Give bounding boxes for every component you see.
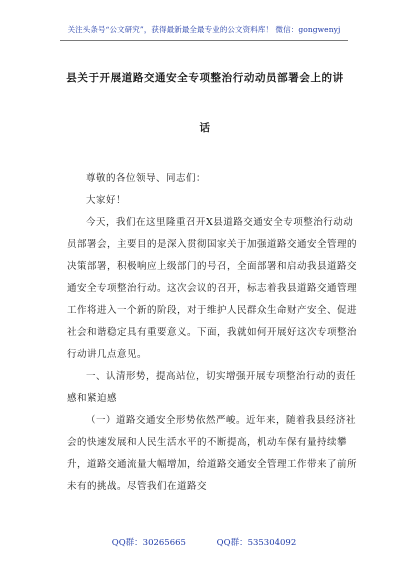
salutation: 尊敬的各位领导、同志们： — [86, 173, 207, 184]
greeting: 大家好！ — [86, 195, 127, 206]
section-heading-1: 一、认清形势，提高站位，切实增强开展专项整治行动的责任感和紧迫感 — [67, 371, 357, 404]
header-promo-note: 关注头条号“公文研究”，获得最新最全最专业的公文资料库！ 微信：gongwenyj — [67, 25, 341, 34]
footer-qq-group-1: QQ群：30265665 — [111, 538, 186, 548]
footer-qq-group-2: QQ群：535304092 — [216, 538, 297, 548]
paragraph-opening: 今天，我们在这里隆重召开X县道路交通安全专项整治行动动员部署会，主要目的是深入贯彻国家关于加强道路交通安全管理的决策部署，积极响应上级部门的号召，全面部署和启动我县道路交通安全专项整治行动。这次会议的召开，标志着我县道路交通管理工作将进入一个新的阶段，对于维护人民群众生命财产安全、促进社会和谐稳定具有重要意义。下面，我就如何开展好这次专项整治行动讲几点意见。 — [67, 217, 358, 360]
document-title-line-2: 话 — [199, 122, 211, 134]
header-divider — [60, 40, 348, 41]
subsection-1: （一）道路交通安全形势依然严峻。近年来，随着我县经济社会的快速发展和人民生活水平的不断提高，机动车保有量持续攀升，道路交通流量大幅增加，给道路交通安全管理工作带来了前所未有的挑战。尽管我们在道路交 — [67, 415, 358, 492]
document-body — [67, 168, 357, 498]
footer-contact — [0, 536, 408, 548]
document-title-line-1: 县关于开展道路交通安全专项整治行动动员部署会上的讲 — [66, 72, 344, 84]
